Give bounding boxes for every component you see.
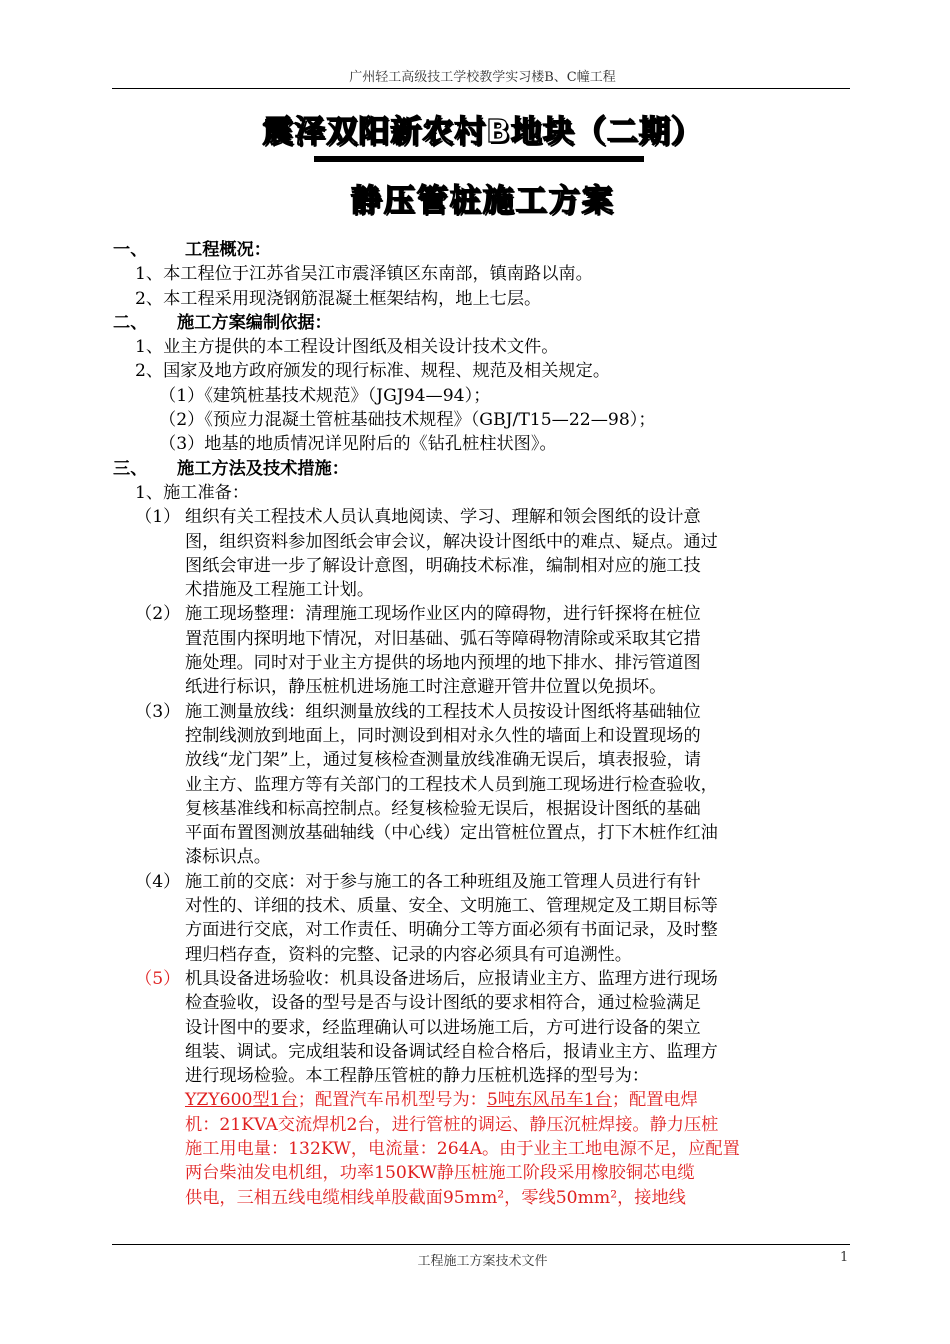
text-line: 放线“龙门架”上，通过复核检查测量放线准确无误后，填表报验，请 <box>185 750 702 771</box>
paragraph-item <box>113 505 858 602</box>
text-line: 施处理。同时对于业主方提供的场地内预埋的地下排水、排污管道图 <box>185 653 701 674</box>
text-fragment: ；配置汽车吊机型号为： <box>297 1090 487 1111</box>
list-item: 1、本工程位于江苏省吴江市震泽镇区东南部，镇南路以南。 <box>135 264 593 285</box>
text-line: 检查验收，设备的型号是否与设计图纸的要求相符合，通过检验满足 <box>185 993 701 1014</box>
reference-item: （3）地基的地质情况详见附后的《钻孔桩柱状图》。 <box>159 434 557 455</box>
text-line-highlighted: 供电，三相五线电缆相线单股截面95mm²，零线50mm²，接地线 <box>185 1187 686 1208</box>
document-subtitle: 静压管桩施工方案 <box>350 183 615 219</box>
text-line: 复核基准线和标高控制点。经复核检验无误后，根据设计图纸的基础 <box>185 798 701 819</box>
paragraph-item <box>113 870 858 967</box>
paragraph-item <box>113 602 858 699</box>
document-title: 震泽双阳新农村B地块（二期） <box>262 114 703 150</box>
title-divider <box>314 156 644 162</box>
text-line-highlighted: 机：21KVA交流焊机2台，进行管桩的调运、静压沉桩焊接。静力压桩 <box>185 1114 719 1135</box>
text-line: 置范围内探明地下情况，对旧基础、弧石等障碍物清除或采取其它措 <box>185 628 701 649</box>
paragraph-item <box>113 967 858 1210</box>
text-line: 业主方、监理方等有关部门的工程技术人员到施工现场进行检查验收， <box>185 774 718 795</box>
item-text <box>185 505 858 602</box>
item-label: （1） <box>135 507 181 528</box>
section-number: 三、 <box>113 458 148 479</box>
text-fragment: ；配置电焊 <box>611 1090 698 1111</box>
equipment-model: YZY600型1台 <box>185 1090 298 1111</box>
item-label: （4） <box>135 871 181 892</box>
item-text <box>185 700 858 870</box>
paragraph-item <box>113 700 858 870</box>
text-line: 漆标识点。 <box>185 847 271 868</box>
list-item: 2、本工程采用现浇钢筋混凝土框架结构，地上七层。 <box>135 288 542 309</box>
text-line: 图，组织资料参加图纸会审会议，解决设计图纸中的难点、疑点。通过 <box>185 531 718 552</box>
text-line: 纸进行标识，静压桩机进场施工时注意避开管井位置以免损坏。 <box>185 677 667 698</box>
text-line: 图纸会审进一步了解设计意图，明确技术标准，编制相对应的施工技 <box>185 555 701 576</box>
item-text <box>185 870 858 967</box>
text-line-highlighted <box>185 1088 852 1112</box>
document-body <box>113 238 858 1210</box>
text-line: 平面布置图测放基础轴线（中心线）定出管桩位置点，打下木桩作红油 <box>185 823 718 844</box>
item-label: （2） <box>135 604 181 625</box>
text-line: 施工前的交底：对于参与施工的各工种班组及施工管理人员进行有针 <box>185 871 701 892</box>
text-line: 理归档存查，资料的完整、记录的内容必须具有可追溯性。 <box>185 944 632 965</box>
text-line: 控制线测放到地面上，同时测设到相对永久性的墙面上和设置现场的 <box>185 725 701 746</box>
footer-rule <box>112 1244 850 1245</box>
text-line: 方面进行交底，对工作责任、明确分工等方面必须有书面记录，及时整 <box>185 920 718 941</box>
reference-item: （2）《预应力混凝土管桩基础技术规程》（GBJ/T15—22—98）； <box>159 410 656 431</box>
text-line: 对性的、详细的技术、质量、安全、文明施工、管理规定及工期目标等 <box>185 896 718 917</box>
section-title: 工程概况： <box>185 240 271 260</box>
text-line: 设计图中的要求，经监理确认可以进场施工后，方可进行设备的架立 <box>185 1017 701 1038</box>
item-text <box>185 967 858 1210</box>
text-line: 术措施及工程施工计划。 <box>185 580 375 601</box>
text-line: 机具设备进场验收：机具设备进场后，应报请业主方、监理方进行现场 <box>185 968 718 989</box>
item-text <box>185 602 858 699</box>
section-heading <box>113 238 858 262</box>
page-number: 1 <box>840 1250 849 1265</box>
text-line: 施工测量放线：组织测量放线的工程技术人员按设计图纸将基础轴位 <box>185 701 701 722</box>
item-label: （3） <box>135 701 181 722</box>
list-item: 1、业主方提供的本工程设计图纸及相关设计技术文件。 <box>135 337 559 358</box>
text-line: 施工现场整理：清理施工现场作业区内的障碍物，进行钎探将在桩位 <box>185 604 701 625</box>
section-number: 二、 <box>113 312 148 333</box>
reference-item: （1）《建筑桩基技术规范》（JGJ94—94）； <box>159 385 491 406</box>
header-rule <box>112 88 850 89</box>
crane-model: 5吨东风吊车1台 <box>486 1090 612 1111</box>
page-header: 广州轻工高级技工学校教学实习楼B、C幢工程 <box>349 70 616 85</box>
text-line-highlighted: 两台柴油发电机组，功率150KW静压桩施工阶段采用橡胶铜芯电缆 <box>185 1163 695 1184</box>
item-label: （5） <box>135 968 181 989</box>
subsection-title: 1、施工准备： <box>135 482 250 503</box>
list-item: 2、国家及地方政府颁发的现行标准、规程、规范及相关规定。 <box>135 361 611 382</box>
section-number: 一、 <box>113 240 148 260</box>
text-line: 进行现场检验。本工程静压管桩的静力压桩机选择的型号为： <box>185 1066 650 1087</box>
text-line-highlighted: 施工用电量：132KW，电流量：264A。由于业主工地电源不足，应配置 <box>185 1138 740 1159</box>
text-line: 组织有关工程技术人员认真地阅读、学习、理解和领会图纸的设计意 <box>185 507 701 528</box>
section-title: 施工方案编制依据： <box>177 312 332 333</box>
section-title: 施工方法及技术措施： <box>177 458 349 479</box>
section-heading <box>113 311 858 335</box>
section-heading <box>113 457 858 481</box>
text-line: 组装、调试。完成组装和设备调试经自检合格后，报请业主方、监理方 <box>185 1041 718 1062</box>
page-footer: 工程施工方案技术文件 <box>417 1254 548 1269</box>
